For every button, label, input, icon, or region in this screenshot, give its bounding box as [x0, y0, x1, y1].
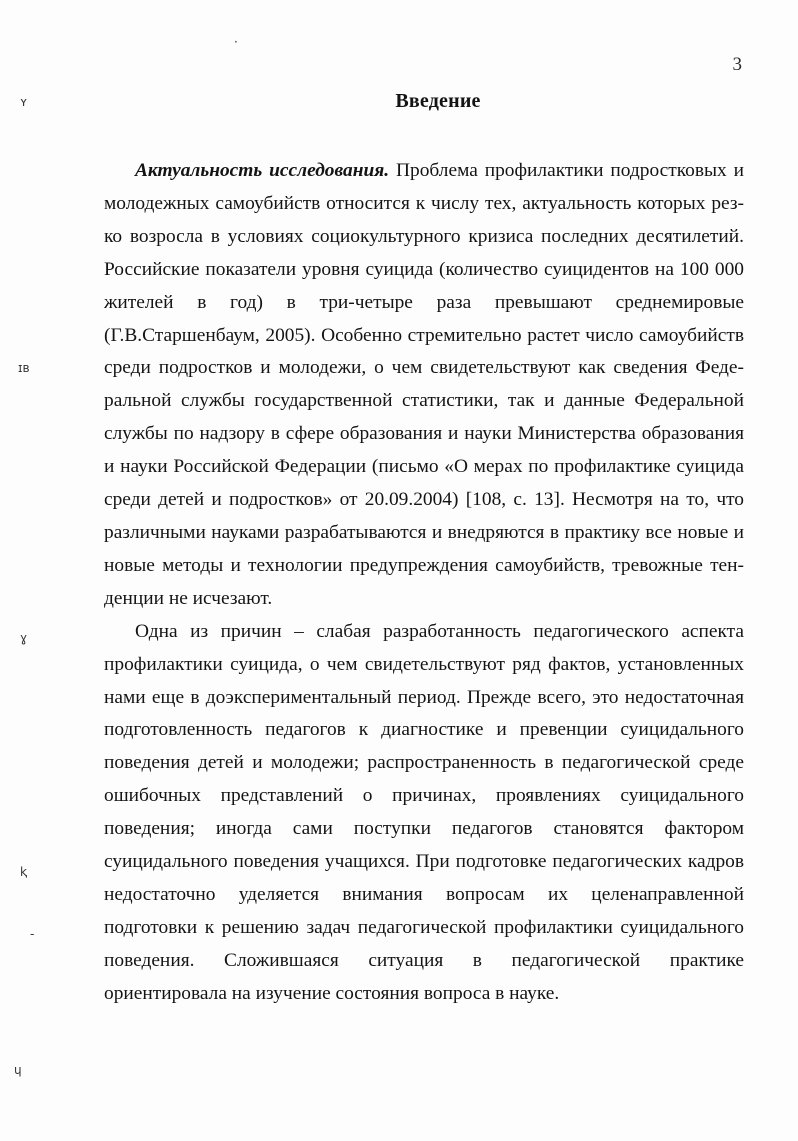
- scan-speck: ɪʙ: [18, 361, 30, 375]
- section-title: Введение: [395, 90, 481, 112]
- body-text: [104, 155, 744, 1011]
- paragraph-relevance: [104, 155, 744, 616]
- paragraph-text: Проблема профилактики подростковых и молодежных самоубийств относится к числу тех, актуальность которых резко возросла в условиях социокультурного кризиса последних десятилетий. Российские показатели уровня суицида (количество суицидентов на 100 000 жителей в год) в три-четыре раза превышают среднемировые (Г.В.Старшенбаум, 2005). Особенно стремительно растет число самоубийств среди подростков и молодежи, о чем свидетельствуют как сведения Федеральной службы государственной статистики, так и данные Федеральной службы по надзору в сфере образования и науки Министерства образования и науки Российской Федерации (письмо «О мерах по профилактике суицида среди детей и подростков» от 20.09.2004) [108, с. 13]. Несмотря на то, что различными науками разрабатываются и внедряются в практику все новые и новые методы и технологии предупреждения самоубийств, тревожные тенденции не исчезают.: [104, 160, 744, 609]
- scan-speck: ·: [234, 35, 238, 49]
- paragraph-text: Одна из причин – слабая разработанность педагогического аспекта профилактики суицида, о чем свидетельствуют ряд фактов, установленных нами еще в доэкспериментальный период. Прежде всего, это недостаточная подготовленность педагогов к диагностике и превенции суицидального поведения детей и молодежи; распространенность в педагогической среде ошибочных представлений о причинах, проявлениях суицидального поведения; иногда сами поступки педагогов становятся фактором суицидального поведения учащихся. При подготовке педагогических кадров недостаточно уделяется внимания вопросам их целенаправленной подготовки к решению задач педагогической профилактики суицидального поведения. Сложившаяся ситуация в педагогической практике ориентировала на изучение состояния вопроса в науке.: [104, 620, 744, 1004]
- scan-speck: -: [30, 927, 35, 941]
- scan-speck: ⱪ: [20, 865, 27, 879]
- scan-speck: ɣ: [20, 631, 28, 645]
- scan-speck: ɥ: [14, 1063, 22, 1077]
- page-number: 3: [732, 54, 742, 75]
- paragraph-lead: Актуальность исследования.: [135, 160, 390, 181]
- paragraph-reasons: [104, 616, 744, 1011]
- scan-speck: ʏ: [20, 95, 28, 109]
